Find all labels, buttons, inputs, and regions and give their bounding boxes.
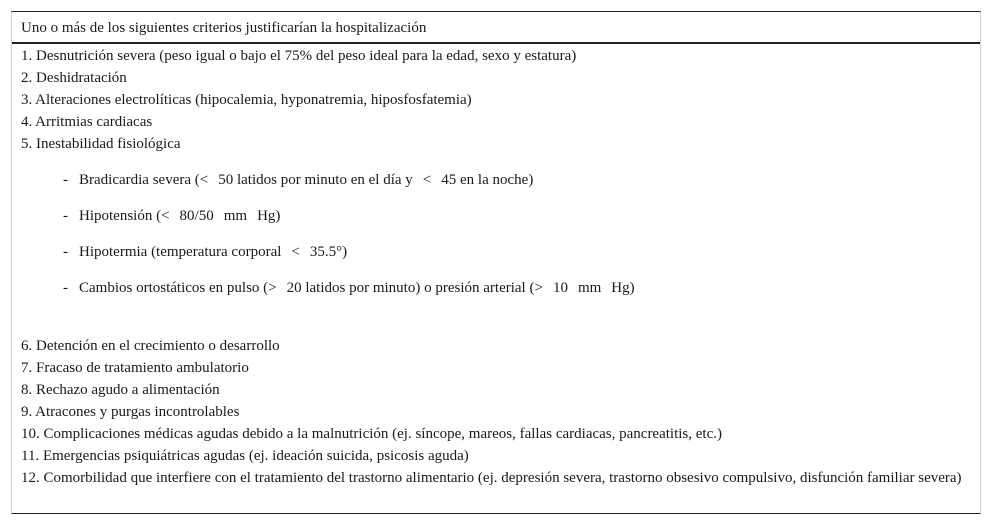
criterion-6: 6. Detención en el crecimiento o desarrollo [21, 338, 280, 354]
criterion-1: 1. Desnutrición severa (peso igual o bajo el 75% del peso ideal para la edad, sexo y estatura) [21, 48, 577, 64]
dash: - [63, 280, 68, 296]
criterion-11: 11. Emergencias psiquiátricas agudas (ej. ideación suicida, psicosis aguda) [21, 448, 469, 464]
criterion-2: 2. Deshidratación [21, 70, 127, 86]
dash: - [63, 172, 68, 188]
criterion-7: 7. Fracaso de tratamiento ambulatorio [21, 360, 249, 376]
subcriterion-ortostaticos: - Cambios ortostáticos en pulso (> 20 latidos por minuto) o presión arterial (> 10 mm Hg) [63, 280, 635, 296]
criterion-8: 8. Rechazo agudo a alimentación [21, 382, 220, 398]
subcriterion-hipotermia: - Hipotermia (temperatura corporal < 35.5°) [63, 244, 348, 260]
dash: - [63, 244, 68, 260]
criterion-9: 9. Atracones y purgas incontrolables [21, 404, 240, 420]
subcriterion-hipotension: - Hipotensión (< 80/50 mm Hg) [63, 208, 281, 224]
criterion-4: 4. Arritmias cardiacas [21, 114, 153, 130]
criterion-3: 3. Alteraciones electrolíticas (hipocalemia, hyponatremia, hiposfosfatemia) [21, 92, 472, 108]
subcriterion-bradicardia: - Bradicardia severa (< 50 latidos por minuto en el día y < 45 en la noche) [63, 172, 534, 188]
dash: - [63, 208, 68, 224]
header-divider [12, 42, 980, 44]
criterion-12: 12. Comorbilidad que interfiere con el tratamiento del trastorno alimentario (ej. depresión severa, trastorno obsesivo compulsivo, disfunción familiar severa) [21, 470, 962, 486]
table-header: Uno o más de los siguientes criterios justificarían la hospitalización [21, 20, 427, 36]
criterion-5: 5. Inestabilidad fisiológica [21, 136, 181, 152]
criterion-10: 10. Complicaciones médicas agudas debido a la malnutrición (ej. síncope, mareos, fallas cardiacas, pancreatitis, etc.) [21, 426, 722, 442]
criteria-table [11, 11, 981, 514]
